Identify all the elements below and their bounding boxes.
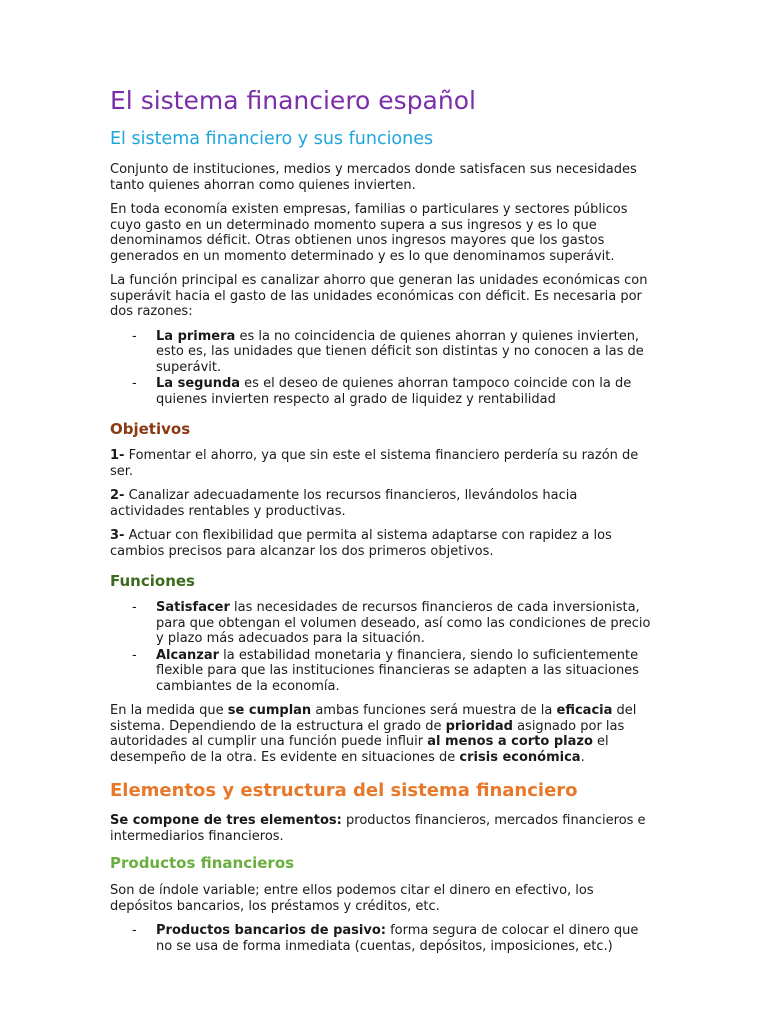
list-item-bold: Productos bancarios de pasivo:	[156, 923, 386, 938]
list-item	[110, 600, 655, 647]
list-item-text: forma segura de colocar el dinero que no se usa de forma inmediata (cuentas, depósitos, imposiciones, etc.)	[156, 923, 639, 954]
list-item-text: es la no coincidencia de quienes ahorran y quienes invierten, esto es, las unidades que tienen déficit son distintas y no conocen a las de superávit.	[156, 328, 644, 375]
document-title: El sistema financiero español	[110, 86, 476, 115]
objetivo-item	[110, 528, 655, 559]
objetivo-text: Fomentar el ahorro, ya que sin este el sistema financiero perdería su razón de ser.	[110, 448, 639, 479]
bold-run: prioridad	[445, 718, 513, 734]
section-subtitle: El sistema financiero y sus funciones	[110, 129, 434, 149]
list-item	[110, 923, 655, 954]
productos-list	[110, 923, 655, 954]
list-item	[110, 329, 655, 376]
elementos-heading: Elementos y estructura del sistema financiero	[110, 780, 578, 801]
list-item	[110, 376, 655, 407]
list-item-text: la estabilidad monetaria y financiera, siendo lo suficientemente flexible para que las instituciones financieras se adapten a las situaciones cambiantes de la economía.	[156, 647, 639, 694]
bold-run: eficacia	[556, 703, 613, 718]
list-item-bold: Alcanzar	[156, 647, 220, 663]
bold-run: al menos a corto plazo	[427, 734, 593, 749]
list-item	[110, 648, 655, 695]
text-run: del sistema. Dependiendo de la estructura el grado de	[110, 703, 637, 734]
list-item-text: es el deseo de quienes ahorran tampoco coincide con la de quienes invierten respecto al grado de liquidez y rentabilidad	[156, 376, 632, 407]
bold-run: crisis económica	[459, 749, 581, 765]
objetivo-item	[110, 488, 655, 519]
dash-bullet: -	[132, 328, 137, 344]
objetivo-text: Canalizar adecuadamente los recursos financieros, llevándolos hacia actividades rentables y productivas.	[110, 488, 578, 519]
objetivo-item	[110, 448, 655, 479]
productos-paragraph: Son de índole variable; entre ellos podemos citar el dinero en efectivo, los depósitos bancarios, los préstamos y créditos, etc.	[110, 883, 594, 914]
text-run: asignado por las autoridades al cumplir una función puede influir	[110, 718, 625, 749]
list-item-bold: La primera	[156, 328, 236, 344]
list-item-bold: La segunda	[156, 376, 241, 391]
text-run: ambas funciones será muestra de la	[311, 703, 557, 718]
productos-heading: Productos financieros	[110, 854, 295, 872]
intro-paragraph: La función principal es canalizar ahorro que generan las unidades económicas con superávit hacia el gasto de las unidades económicas con déficit. Es necesaria por dos razones:	[110, 273, 648, 319]
bold-run: se cumplan	[227, 703, 312, 718]
intro-paragraph: Conjunto de instituciones, medios y mercados donde satisfacen sus necesidades tanto quienes ahorran como quienes invierten.	[110, 162, 637, 193]
objetivos-heading: Objetivos	[110, 420, 191, 438]
list-item-text: las necesidades de recursos financieros de cada inversionista, para que obtengan el volumen deseado, así como las condiciones de precio y plazo más adecuados para la situación.	[156, 600, 651, 646]
dash-bullet: -	[132, 600, 137, 615]
razones-list	[110, 329, 655, 408]
text-run: el desempeño de la otra. Es evidente en situaciones de	[110, 734, 609, 765]
objetivo-number: 2-	[110, 488, 125, 503]
text-run: En la medida que	[110, 703, 228, 718]
funciones-paragraph	[110, 703, 655, 765]
text-run: .	[580, 749, 585, 765]
dash-bullet: -	[132, 923, 137, 938]
objetivo-text: Actuar con flexibilidad que permita al sistema adaptarse con rapidez a los cambios precisos para alcanzar los dos primeros objetivos.	[110, 528, 612, 559]
elementos-lead-text: productos financieros, mercados financieros e intermediarios financieros.	[110, 813, 646, 844]
list-item-bold: Satisfacer	[156, 600, 230, 615]
elementos-paragraph	[110, 813, 655, 844]
objetivo-number: 3-	[110, 528, 125, 543]
dash-bullet: -	[132, 647, 137, 663]
funciones-list	[110, 600, 655, 694]
intro-paragraph: En toda economía existen empresas, familias o particulares y sectores públicos cuyo gasto en un determinado momento supera a sus ingresos y es lo que denominamos déficit. Otras obtienen unos ingresos mayores que los gastos generados en un momento determinado y es lo que denominamos superávit.	[110, 202, 628, 264]
document-body	[110, 84, 655, 963]
objetivo-number: 1-	[110, 448, 125, 463]
funciones-heading: Funciones	[110, 572, 195, 590]
dash-bullet: -	[132, 376, 137, 391]
elementos-lead-bold: Se compone de tres elementos:	[110, 813, 342, 828]
